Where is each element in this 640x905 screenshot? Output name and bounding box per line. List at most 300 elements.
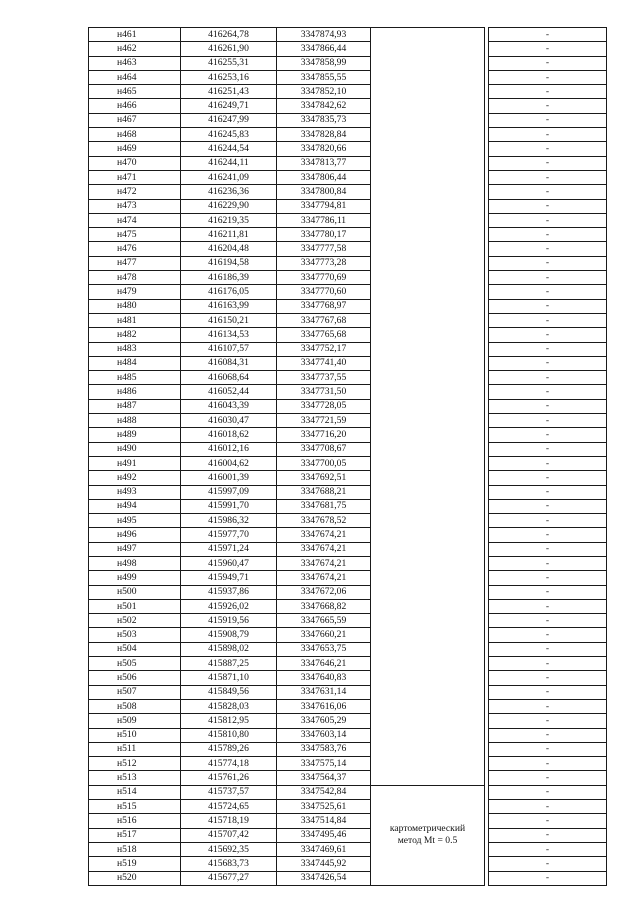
- y-coordinate-cell: 3347786,11: [277, 213, 371, 227]
- y-coordinate-cell: 3347777,58: [277, 242, 371, 256]
- table-row: [89, 456, 607, 470]
- point-id-cell: н519: [89, 857, 181, 871]
- table-row: [89, 842, 607, 856]
- dash-cell: -: [489, 99, 607, 113]
- table-row: [89, 170, 607, 184]
- y-coordinate-cell: 3347640,83: [277, 671, 371, 685]
- point-id-cell: н496: [89, 528, 181, 542]
- method-note-cell: [371, 785, 485, 885]
- table-row: [89, 328, 607, 342]
- point-id-cell: н470: [89, 156, 181, 170]
- point-id-cell: н483: [89, 342, 181, 356]
- y-coordinate-cell: 3347728,05: [277, 399, 371, 413]
- x-coordinate-cell: 416043,39: [181, 399, 277, 413]
- table-row: [89, 28, 607, 42]
- y-coordinate-cell: 3347445,92: [277, 857, 371, 871]
- point-id-cell: н462: [89, 42, 181, 56]
- table-row: [89, 714, 607, 728]
- point-id-cell: н474: [89, 213, 181, 227]
- point-id-cell: н481: [89, 313, 181, 327]
- dash-cell: -: [489, 128, 607, 142]
- x-coordinate-cell: 415718,19: [181, 814, 277, 828]
- dash-cell: -: [489, 85, 607, 99]
- table-row: [89, 556, 607, 570]
- point-id-cell: н463: [89, 56, 181, 70]
- point-id-cell: н498: [89, 556, 181, 570]
- coordinates-sheet: [88, 27, 606, 886]
- y-coordinate-cell: 3347716,20: [277, 428, 371, 442]
- x-coordinate-cell: 415707,42: [181, 828, 277, 842]
- x-coordinate-cell: 416204,48: [181, 242, 277, 256]
- y-coordinate-cell: 3347855,55: [277, 70, 371, 84]
- x-coordinate-cell: 416186,39: [181, 271, 277, 285]
- y-coordinate-cell: 3347495,46: [277, 828, 371, 842]
- y-coordinate-cell: 3347660,21: [277, 628, 371, 642]
- y-coordinate-cell: 3347700,05: [277, 456, 371, 470]
- y-coordinate-cell: 3347842,62: [277, 99, 371, 113]
- y-coordinate-cell: 3347575,14: [277, 757, 371, 771]
- point-id-cell: н499: [89, 571, 181, 585]
- dash-cell: -: [489, 685, 607, 699]
- x-coordinate-cell: 415898,02: [181, 642, 277, 656]
- dash-cell: -: [489, 757, 607, 771]
- table-row: [89, 428, 607, 442]
- table-row: [89, 814, 607, 828]
- y-coordinate-cell: 3347820,66: [277, 142, 371, 156]
- table-row: [89, 313, 607, 327]
- x-coordinate-cell: 416052,44: [181, 385, 277, 399]
- table-row: [89, 871, 607, 885]
- x-coordinate-cell: 416244,54: [181, 142, 277, 156]
- table-row: [89, 471, 607, 485]
- point-id-cell: н480: [89, 299, 181, 313]
- dash-cell: -: [489, 28, 607, 42]
- point-id-cell: н490: [89, 442, 181, 456]
- table-row: [89, 271, 607, 285]
- dash-cell: -: [489, 542, 607, 556]
- point-id-cell: н503: [89, 628, 181, 642]
- x-coordinate-cell: 416251,43: [181, 85, 277, 99]
- dash-cell: -: [489, 213, 607, 227]
- method-note-line-1: картометрический: [389, 823, 466, 835]
- point-id-cell: н468: [89, 128, 181, 142]
- dash-cell: -: [489, 671, 607, 685]
- dash-cell: -: [489, 585, 607, 599]
- dash-cell: -: [489, 371, 607, 385]
- dash-cell: -: [489, 256, 607, 270]
- dash-cell: -: [489, 385, 607, 399]
- y-coordinate-cell: 3347708,67: [277, 442, 371, 456]
- dash-cell: -: [489, 528, 607, 542]
- point-id-cell: н493: [89, 485, 181, 499]
- y-coordinate-cell: 3347737,55: [277, 371, 371, 385]
- y-coordinate-cell: 3347721,59: [277, 414, 371, 428]
- method-note-line-2: метод Mt = 0.5: [397, 835, 458, 847]
- y-coordinate-cell: 3347828,84: [277, 128, 371, 142]
- y-coordinate-cell: 3347672,06: [277, 585, 371, 599]
- table-row: [89, 442, 607, 456]
- dash-cell: -: [489, 628, 607, 642]
- x-coordinate-cell: 415937,86: [181, 585, 277, 599]
- x-coordinate-cell: 415949,71: [181, 571, 277, 585]
- point-id-cell: н511: [89, 742, 181, 756]
- table-row: [89, 571, 607, 585]
- y-coordinate-cell: 3347514,84: [277, 814, 371, 828]
- dash-cell: -: [489, 356, 607, 370]
- dash-cell: -: [489, 70, 607, 84]
- table-row: [89, 142, 607, 156]
- point-id-cell: н500: [89, 585, 181, 599]
- x-coordinate-cell: 415871,10: [181, 671, 277, 685]
- dash-cell: -: [489, 714, 607, 728]
- x-coordinate-cell: 415919,56: [181, 614, 277, 628]
- point-id-cell: н467: [89, 113, 181, 127]
- x-coordinate-cell: 416176,05: [181, 285, 277, 299]
- y-coordinate-cell: 3347678,52: [277, 514, 371, 528]
- point-id-cell: н478: [89, 271, 181, 285]
- y-coordinate-cell: 3347852,10: [277, 85, 371, 99]
- x-coordinate-cell: 416018,62: [181, 428, 277, 442]
- y-coordinate-cell: 3347542,84: [277, 785, 371, 799]
- x-coordinate-cell: 415991,70: [181, 499, 277, 513]
- table-row: [89, 599, 607, 613]
- x-coordinate-cell: 415849,56: [181, 685, 277, 699]
- dash-cell: -: [489, 414, 607, 428]
- x-coordinate-cell: 416247,99: [181, 113, 277, 127]
- dash-cell: -: [489, 56, 607, 70]
- dash-cell: -: [489, 742, 607, 756]
- point-id-cell: н488: [89, 414, 181, 428]
- y-coordinate-cell: 3347866,44: [277, 42, 371, 56]
- table-row: [89, 485, 607, 499]
- x-coordinate-cell: 416030,47: [181, 414, 277, 428]
- x-coordinate-cell: 415812,95: [181, 714, 277, 728]
- x-coordinate-cell: 415828,03: [181, 699, 277, 713]
- x-coordinate-cell: 416004,62: [181, 456, 277, 470]
- dash-cell: -: [489, 814, 607, 828]
- y-coordinate-cell: 3347874,93: [277, 28, 371, 42]
- point-id-cell: н491: [89, 456, 181, 470]
- x-coordinate-cell: 415971,24: [181, 542, 277, 556]
- x-coordinate-cell: 416236,36: [181, 185, 277, 199]
- point-id-cell: н472: [89, 185, 181, 199]
- table-row: [89, 185, 607, 199]
- table-row: [89, 56, 607, 70]
- dash-cell: -: [489, 228, 607, 242]
- table-row: [89, 156, 607, 170]
- table-row: [89, 699, 607, 713]
- table-row: [89, 728, 607, 742]
- point-id-cell: н515: [89, 800, 181, 814]
- table-row: [89, 285, 607, 299]
- x-coordinate-cell: 415761,26: [181, 771, 277, 785]
- point-id-cell: н494: [89, 499, 181, 513]
- y-coordinate-cell: 3347665,59: [277, 614, 371, 628]
- table-row: [89, 585, 607, 599]
- table-row: [89, 85, 607, 99]
- x-coordinate-cell: 416163,99: [181, 299, 277, 313]
- dash-cell: -: [489, 771, 607, 785]
- table-row: [89, 70, 607, 84]
- method-cell-empty: [371, 28, 485, 786]
- dash-cell: -: [489, 871, 607, 885]
- x-coordinate-cell: 415774,18: [181, 757, 277, 771]
- table-row: [89, 356, 607, 370]
- table-row: [89, 99, 607, 113]
- dash-cell: -: [489, 828, 607, 842]
- x-coordinate-cell: 416211,81: [181, 228, 277, 242]
- table-row: [89, 757, 607, 771]
- y-coordinate-cell: 3347564,37: [277, 771, 371, 785]
- point-id-cell: н464: [89, 70, 181, 84]
- point-id-cell: н510: [89, 728, 181, 742]
- point-id-cell: н512: [89, 757, 181, 771]
- table-row: [89, 671, 607, 685]
- table-row: [89, 199, 607, 213]
- x-coordinate-cell: 416219,35: [181, 213, 277, 227]
- point-id-cell: н520: [89, 871, 181, 885]
- x-coordinate-cell: 416134,53: [181, 328, 277, 342]
- table-row: [89, 542, 607, 556]
- dash-cell: -: [489, 199, 607, 213]
- point-id-cell: н514: [89, 785, 181, 799]
- point-id-cell: н479: [89, 285, 181, 299]
- y-coordinate-cell: 3347813,77: [277, 156, 371, 170]
- y-coordinate-cell: 3347426,54: [277, 871, 371, 885]
- point-id-cell: н513: [89, 771, 181, 785]
- point-id-cell: н501: [89, 599, 181, 613]
- y-coordinate-cell: 3347770,60: [277, 285, 371, 299]
- table-row: [89, 385, 607, 399]
- point-id-cell: н507: [89, 685, 181, 699]
- dash-cell: -: [489, 800, 607, 814]
- table-row: [89, 342, 607, 356]
- x-coordinate-cell: 416012,16: [181, 442, 277, 456]
- x-coordinate-cell: 416107,57: [181, 342, 277, 356]
- table-row: [89, 499, 607, 513]
- table-row: [89, 371, 607, 385]
- y-coordinate-cell: 3347773,28: [277, 256, 371, 270]
- point-id-cell: н517: [89, 828, 181, 842]
- dash-cell: -: [489, 485, 607, 499]
- x-coordinate-cell: 415810,80: [181, 728, 277, 742]
- y-coordinate-cell: 3347668,82: [277, 599, 371, 613]
- dash-cell: -: [489, 699, 607, 713]
- x-coordinate-cell: 415977,70: [181, 528, 277, 542]
- point-id-cell: н489: [89, 428, 181, 442]
- table-row: [89, 113, 607, 127]
- dash-cell: -: [489, 142, 607, 156]
- y-coordinate-cell: 3347780,17: [277, 228, 371, 242]
- x-coordinate-cell: 416249,71: [181, 99, 277, 113]
- table-row: [89, 742, 607, 756]
- point-id-cell: н505: [89, 657, 181, 671]
- table-row: [89, 785, 607, 799]
- y-coordinate-cell: 3347616,06: [277, 699, 371, 713]
- point-id-cell: н465: [89, 85, 181, 99]
- table-row: [89, 514, 607, 528]
- dash-cell: -: [489, 399, 607, 413]
- y-coordinate-cell: 3347794,81: [277, 199, 371, 213]
- x-coordinate-cell: 415677,27: [181, 871, 277, 885]
- table-row: [89, 628, 607, 642]
- table-row: [89, 128, 607, 142]
- x-coordinate-cell: 415908,79: [181, 628, 277, 642]
- coordinates-table-body: [89, 28, 607, 886]
- point-id-cell: н461: [89, 28, 181, 42]
- y-coordinate-cell: 3347631,14: [277, 685, 371, 699]
- table-row: [89, 657, 607, 671]
- point-id-cell: н476: [89, 242, 181, 256]
- dash-cell: -: [489, 456, 607, 470]
- dash-cell: -: [489, 857, 607, 871]
- x-coordinate-cell: 415724,65: [181, 800, 277, 814]
- dash-cell: -: [489, 499, 607, 513]
- x-coordinate-cell: 416245,83: [181, 128, 277, 142]
- y-coordinate-cell: 3347653,75: [277, 642, 371, 656]
- x-coordinate-cell: 416229,90: [181, 199, 277, 213]
- x-coordinate-cell: 415789,26: [181, 742, 277, 756]
- x-coordinate-cell: 415960,47: [181, 556, 277, 570]
- table-row: [89, 614, 607, 628]
- dash-cell: -: [489, 614, 607, 628]
- point-id-cell: н495: [89, 514, 181, 528]
- dash-cell: -: [489, 113, 607, 127]
- dash-cell: -: [489, 514, 607, 528]
- y-coordinate-cell: 3347800,84: [277, 185, 371, 199]
- dash-cell: -: [489, 642, 607, 656]
- point-id-cell: н504: [89, 642, 181, 656]
- point-id-cell: н497: [89, 542, 181, 556]
- point-id-cell: н477: [89, 256, 181, 270]
- point-id-cell: н487: [89, 399, 181, 413]
- point-id-cell: н485: [89, 371, 181, 385]
- y-coordinate-cell: 3347605,29: [277, 714, 371, 728]
- point-id-cell: н492: [89, 471, 181, 485]
- y-coordinate-cell: 3347469,61: [277, 842, 371, 856]
- x-coordinate-cell: 415986,32: [181, 514, 277, 528]
- x-coordinate-cell: 415692,35: [181, 842, 277, 856]
- y-coordinate-cell: 3347835,73: [277, 113, 371, 127]
- y-coordinate-cell: 3347858,99: [277, 56, 371, 70]
- y-coordinate-cell: 3347692,51: [277, 471, 371, 485]
- dash-cell: -: [489, 342, 607, 356]
- y-coordinate-cell: 3347768,97: [277, 299, 371, 313]
- x-coordinate-cell: 415683,73: [181, 857, 277, 871]
- dash-cell: -: [489, 170, 607, 184]
- x-coordinate-cell: 415997,09: [181, 485, 277, 499]
- x-coordinate-cell: 415737,57: [181, 785, 277, 799]
- point-id-cell: н502: [89, 614, 181, 628]
- table-row: [89, 242, 607, 256]
- point-id-cell: н506: [89, 671, 181, 685]
- dash-cell: -: [489, 242, 607, 256]
- table-row: [89, 42, 607, 56]
- dash-cell: -: [489, 442, 607, 456]
- x-coordinate-cell: 416150,21: [181, 313, 277, 327]
- x-coordinate-cell: 415926,02: [181, 599, 277, 613]
- dash-cell: -: [489, 313, 607, 327]
- table-row: [89, 213, 607, 227]
- table-row: [89, 642, 607, 656]
- dash-cell: -: [489, 328, 607, 342]
- y-coordinate-cell: 3347525,61: [277, 800, 371, 814]
- y-coordinate-cell: 3347674,21: [277, 556, 371, 570]
- dash-cell: -: [489, 471, 607, 485]
- table-row: [89, 256, 607, 270]
- point-id-cell: н482: [89, 328, 181, 342]
- table-row: [89, 828, 607, 842]
- y-coordinate-cell: 3347741,40: [277, 356, 371, 370]
- point-id-cell: н516: [89, 814, 181, 828]
- table-row: [89, 685, 607, 699]
- y-coordinate-cell: 3347806,44: [277, 170, 371, 184]
- y-coordinate-cell: 3347765,68: [277, 328, 371, 342]
- dash-cell: -: [489, 571, 607, 585]
- point-id-cell: н518: [89, 842, 181, 856]
- dash-cell: -: [489, 556, 607, 570]
- dash-cell: -: [489, 42, 607, 56]
- x-coordinate-cell: 416244,11: [181, 156, 277, 170]
- x-coordinate-cell: 416194,58: [181, 256, 277, 270]
- table-row: [89, 800, 607, 814]
- y-coordinate-cell: 3347674,21: [277, 542, 371, 556]
- dash-cell: -: [489, 428, 607, 442]
- y-coordinate-cell: 3347752,17: [277, 342, 371, 356]
- dash-cell: -: [489, 599, 607, 613]
- x-coordinate-cell: 416253,16: [181, 70, 277, 84]
- point-id-cell: н475: [89, 228, 181, 242]
- dash-cell: -: [489, 156, 607, 170]
- dash-cell: -: [489, 285, 607, 299]
- y-coordinate-cell: 3347688,21: [277, 485, 371, 499]
- table-row: [89, 228, 607, 242]
- y-coordinate-cell: 3347767,68: [277, 313, 371, 327]
- y-coordinate-cell: 3347770,69: [277, 271, 371, 285]
- x-coordinate-cell: 415887,25: [181, 657, 277, 671]
- point-id-cell: н471: [89, 170, 181, 184]
- y-coordinate-cell: 3347731,50: [277, 385, 371, 399]
- point-id-cell: н508: [89, 699, 181, 713]
- x-coordinate-cell: 416255,31: [181, 56, 277, 70]
- y-coordinate-cell: 3347681,75: [277, 499, 371, 513]
- dash-cell: -: [489, 299, 607, 313]
- y-coordinate-cell: 3347674,21: [277, 571, 371, 585]
- point-id-cell: н469: [89, 142, 181, 156]
- x-coordinate-cell: 416084,31: [181, 356, 277, 370]
- table-row: [89, 299, 607, 313]
- dash-cell: -: [489, 785, 607, 799]
- point-id-cell: н466: [89, 99, 181, 113]
- dash-cell: -: [489, 842, 607, 856]
- point-id-cell: н509: [89, 714, 181, 728]
- coordinates-table: [88, 27, 607, 886]
- table-row: [89, 528, 607, 542]
- dash-cell: -: [489, 271, 607, 285]
- y-coordinate-cell: 3347674,21: [277, 528, 371, 542]
- y-coordinate-cell: 3347583,76: [277, 742, 371, 756]
- point-id-cell: н484: [89, 356, 181, 370]
- x-coordinate-cell: 416068,64: [181, 371, 277, 385]
- x-coordinate-cell: 416241,09: [181, 170, 277, 184]
- dash-cell: -: [489, 657, 607, 671]
- y-coordinate-cell: 3347603,14: [277, 728, 371, 742]
- table-row: [89, 857, 607, 871]
- table-row: [89, 399, 607, 413]
- x-coordinate-cell: 416264,78: [181, 28, 277, 42]
- dash-cell: -: [489, 185, 607, 199]
- table-row: [89, 771, 607, 785]
